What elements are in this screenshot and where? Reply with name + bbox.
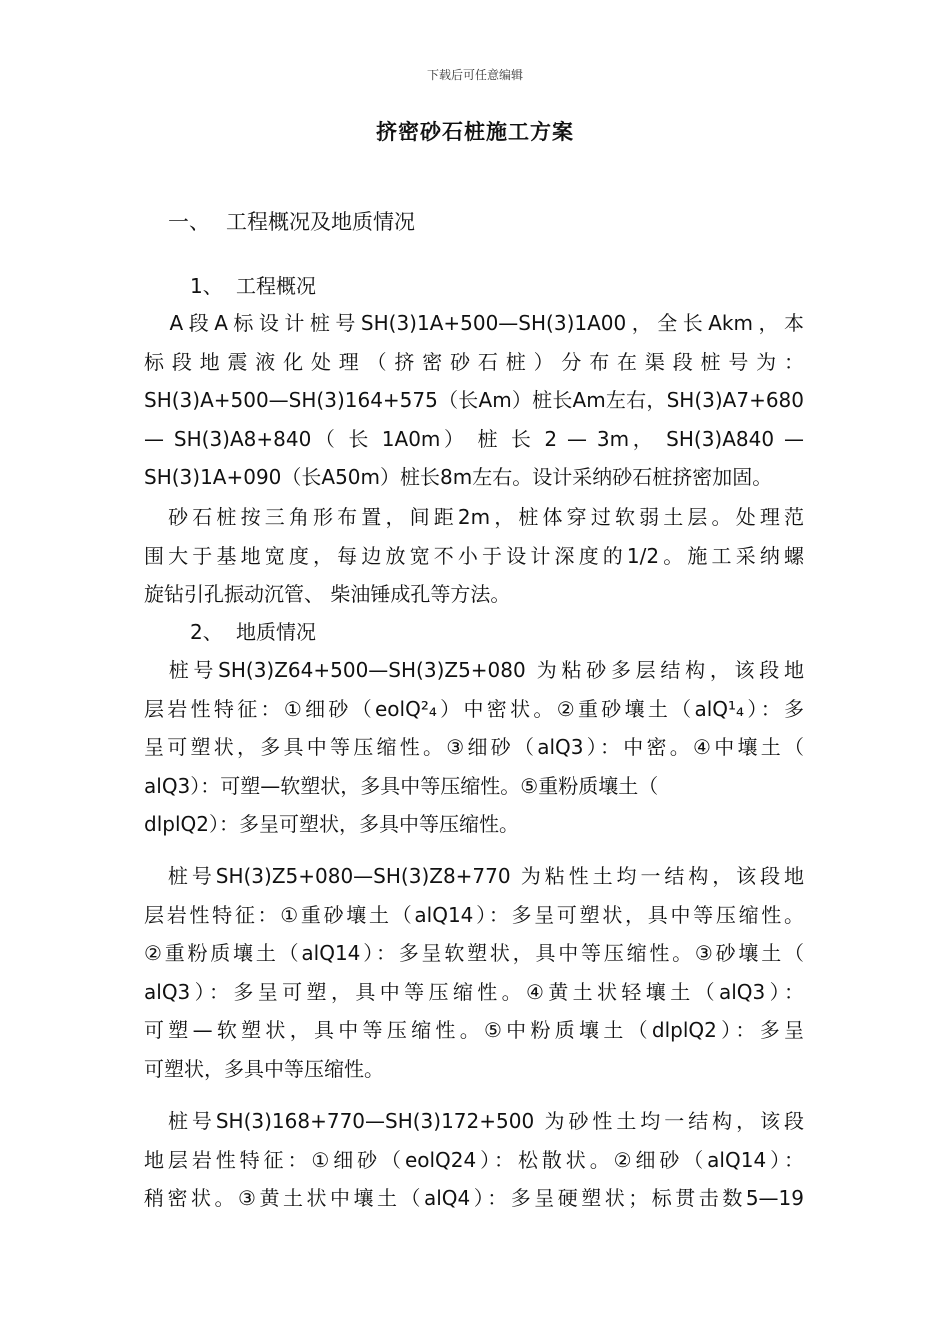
document-title: 挤密砂石桩施工方案 (376, 120, 574, 144)
text-line: 稍密状。③黄土状中壤土（alQ4）：多呈硬塑状；标贯击数5—19 (144, 1186, 804, 1210)
subsection-title: 地质情况 (236, 620, 316, 644)
paragraph-geology-segment-1 (144, 651, 804, 844)
text-line: ②重粉质壤土（alQ14）：多呈软塑状，具中等压缩性。③砂壤土（ (144, 941, 804, 965)
paragraph-geology-segment-2 (144, 857, 804, 1088)
text-line: SH(3)A+500—SH(3)164+575（长Am）桩长Am左右，SH(3)A7+680 (144, 388, 804, 412)
text-line: 标段地震液化处理（挤密砂石桩）分布在渠段桩号为： (144, 349, 804, 374)
text-line: 地层岩性特征：①细砂（eolQ24）：松散状。②细砂（alQ14）： (144, 1147, 804, 1172)
text-line: 层岩性特征：①细砂（eolQ²₄）中密状。②重砂壤土（alQ¹₄）：多 (144, 696, 804, 721)
text-line: 桩号SH(3)Z5+080—SH(3)Z8+770 为粘性土均一结构，该段地 (144, 864, 804, 888)
text-line: 可塑状，多具中等压缩性。 (144, 1056, 384, 1081)
subsection-heading-1 (190, 270, 316, 299)
section-number: 一、 (168, 210, 210, 234)
text-line: — SH(3)A8+840（ 长 1A0m） 桩 长 2 — 3m， SH(3)A840 — (144, 426, 804, 451)
text-line: 桩号SH(3)Z64+500—SH(3)Z5+080 为粘砂多层结构，该段地 (144, 658, 804, 682)
paragraph-project-overview (144, 304, 804, 497)
text-line: 围大于基地宽度，每边放宽不小于设计深度的1/2。施工采纳螺 (144, 543, 804, 568)
text-line: 砂石桩按三角形布置，间距2m，桩体穿过软弱土层。处理范 (144, 505, 804, 529)
subsection-title: 工程概况 (236, 274, 316, 298)
text-line: alQ3）：可塑—软塑状，多具中等压缩性。⑤重粉质壤土（ (144, 773, 659, 798)
text-line: 可塑—软塑状，具中等压缩性。⑤中粉质壤土（dlplQ2）：多呈 (144, 1018, 804, 1042)
paragraph-pile-layout (144, 498, 804, 614)
header-note: 下载后可任意编辑 (426, 68, 523, 82)
subsection-number: 2、 (190, 620, 223, 644)
text-line: SH(3)1A+090（长A50m）桩长8m左右。设计采纳砂石桩挤密加固。 (144, 465, 773, 489)
subsection-heading-2 (190, 616, 316, 645)
section-heading-1 (168, 206, 415, 236)
text-line: 旋钻引孔振动沉管、 柴油锤成孔等方法。 (144, 582, 511, 606)
section-title: 工程概况及地质情况 (226, 210, 415, 234)
subsection-number: 1、 (190, 274, 223, 298)
text-line: dlplQ2）：多呈可塑状，多具中等压缩性。 (144, 812, 519, 836)
text-line: 层岩性特征：①重砂壤土（alQ14）：多呈可塑状，具中等压缩性。 (144, 902, 804, 927)
text-line: alQ3）：多呈可塑，具中等压缩性。④黄土状轻壤土（alQ3）： (144, 979, 804, 1004)
text-line: 桩号SH(3)168+770—SH(3)172+500 为砂性土均一结构，该段 (144, 1109, 804, 1133)
paragraph-geology-segment-3 (144, 1102, 804, 1218)
text-line: 呈可塑状，多具中等压缩性。③细砂（alQ3）：中密。④中壤土（ (144, 735, 804, 759)
text-line: A段A标设计桩号SH(3)1A+500—SH(3)1A00，全长Akm，本 (144, 311, 804, 335)
